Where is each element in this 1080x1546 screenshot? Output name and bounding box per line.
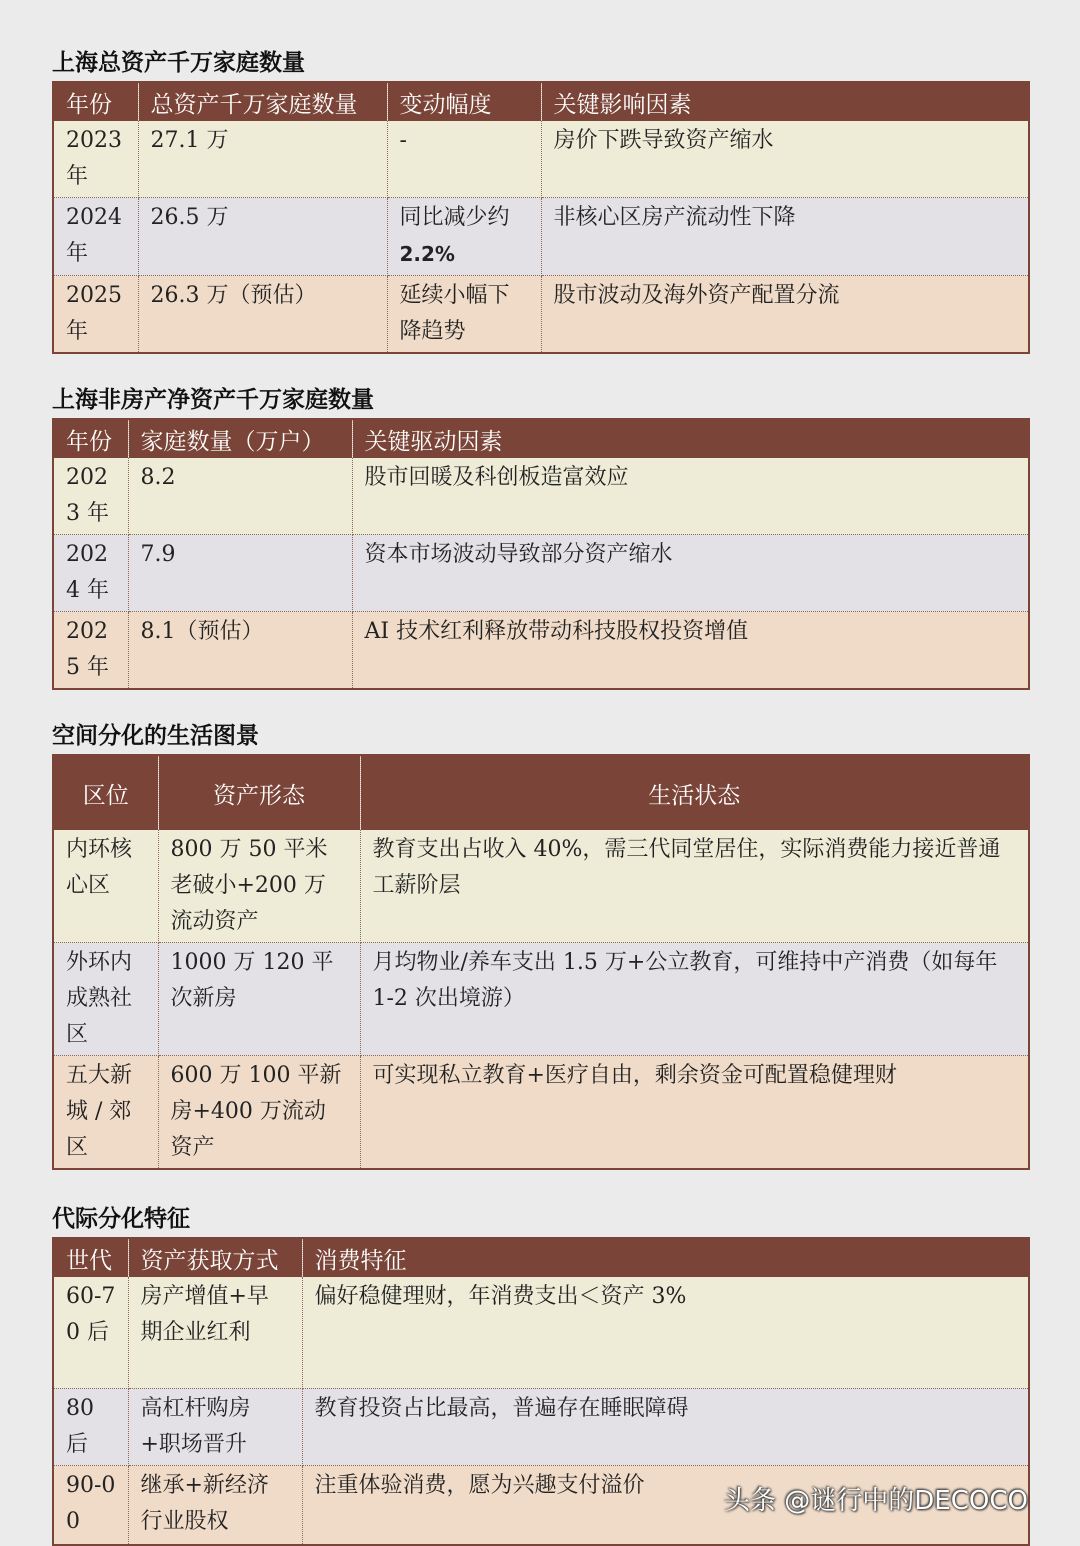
header-year: 年份	[53, 419, 128, 458]
cell-count: 26.5 万	[138, 198, 387, 276]
header-count: 总资产千万家庭数量	[138, 82, 387, 121]
table1-title: 上海总资产千万家庭数量	[52, 50, 305, 76]
header-change: 变动幅度	[387, 82, 541, 121]
cell-asset-form: 600 万 100 平新房+400 万流动资产	[158, 1056, 360, 1170]
table-header-row	[53, 419, 1029, 458]
cell-driver: AI 技术红利释放带动科技股权投资增值	[352, 612, 1029, 690]
table-header-row	[53, 755, 1029, 830]
table-row	[53, 1056, 1029, 1170]
header-consumption: 消费特征	[302, 1238, 1029, 1277]
cell-life-status: 教育支出占收入 40%，需三代同堂居住，实际消费能力接近普通工薪阶层	[360, 830, 1029, 943]
cell-generation: 60-70 后	[53, 1277, 128, 1388]
table4-title: 代际分化特征	[52, 1206, 190, 1232]
cell-location: 内环核心区	[53, 830, 158, 943]
cell-driver: 资本市场波动导致部分资产缩水	[352, 535, 1029, 612]
cell-generation: 90-00	[53, 1465, 128, 1545]
cell-year: 2025 年	[53, 276, 138, 354]
cell-change: -	[387, 121, 541, 198]
header-acquisition: 资产获取方式	[128, 1238, 302, 1277]
cell-year: 2023 年	[53, 121, 138, 198]
cell-generation: 80 后	[53, 1388, 128, 1465]
cell-year: 2023 年	[53, 458, 128, 535]
cell-households: 8.1（预估）	[128, 612, 352, 690]
header-asset-form: 资产形态	[158, 755, 360, 830]
cell-factor: 非核心区房产流动性下降	[541, 198, 1029, 276]
cell-count: 26.3 万（预估）	[138, 276, 387, 354]
cell-consumption: 教育投资占比最高，普遍存在睡眠障碍	[302, 1388, 1029, 1465]
cell-acquisition: 高杠杆购房+职场晋升	[128, 1388, 302, 1465]
cell-year: 2025 年	[53, 612, 128, 690]
header-households: 家庭数量（万户）	[128, 419, 352, 458]
header-year: 年份	[53, 82, 138, 121]
table-row	[53, 1277, 1029, 1388]
cell-year: 2024 年	[53, 198, 138, 276]
cell-change	[387, 198, 541, 276]
header-location: 区位	[53, 755, 158, 830]
header-factors: 关键影响因素	[541, 82, 1029, 121]
cell-year: 2024 年	[53, 535, 128, 612]
total-assets-table	[52, 81, 1030, 354]
table3-title: 空间分化的生活图景	[52, 723, 259, 749]
cell-life-status: 月均物业/养车支出 1.5 万+公立教育，可维持中产消费（如每年 1-2 次出境游）	[360, 943, 1029, 1056]
cell-households: 7.9	[128, 535, 352, 612]
cell-asset-form: 1000 万 120 平次新房	[158, 943, 360, 1056]
table-row	[53, 458, 1029, 535]
cell-asset-form: 800 万 50 平米老破小+200 万流动资产	[158, 830, 360, 943]
header-generation: 世代	[53, 1238, 128, 1277]
cell-factor: 股市波动及海外资产配置分流	[541, 276, 1029, 354]
cell-location: 五大新城 / 郊区	[53, 1056, 158, 1170]
cell-change: 延续小幅下降趋势	[387, 276, 541, 354]
table-row	[53, 276, 1029, 354]
change-text: 同比减少约	[399, 205, 510, 230]
cell-location: 外环内成熟社区	[53, 943, 158, 1056]
cell-consumption: 偏好稳健理财，年消费支出＜资产 3%	[302, 1277, 1029, 1388]
cell-households: 8.2	[128, 458, 352, 535]
cell-life-status: 可实现私立教育+医疗自由，剩余资金可配置稳健理财	[360, 1056, 1029, 1170]
table2-title: 上海非房产净资产千万家庭数量	[52, 387, 374, 413]
cell-acquisition: 房产增值+早期企业红利	[128, 1277, 302, 1388]
table-row	[53, 943, 1029, 1056]
spatial-life-table	[52, 754, 1030, 1170]
table-header-row	[53, 1238, 1029, 1277]
table-row	[53, 830, 1029, 943]
cell-factor: 房价下跌导致资产缩水	[541, 121, 1029, 198]
table-row	[53, 198, 1029, 276]
cell-driver: 股市回暖及科创板造富效应	[352, 458, 1029, 535]
non-property-assets-table	[52, 418, 1030, 690]
table-row	[53, 1388, 1029, 1465]
table-row	[53, 612, 1029, 690]
table-row	[53, 121, 1029, 198]
cell-consumption: 注重体验消费，愿为兴趣支付溢价	[302, 1465, 1029, 1545]
change-percent: 2.2%	[399, 242, 455, 266]
cell-acquisition: 继承+新经济行业股权	[128, 1465, 302, 1545]
watermark: 头条 @谜行中的DECOCO	[724, 1486, 1028, 1516]
header-life-status: 生活状态	[360, 755, 1029, 830]
table-header-row	[53, 82, 1029, 121]
header-drivers: 关键驱动因素	[352, 419, 1029, 458]
table-row	[53, 535, 1029, 612]
cell-count: 27.1 万	[138, 121, 387, 198]
